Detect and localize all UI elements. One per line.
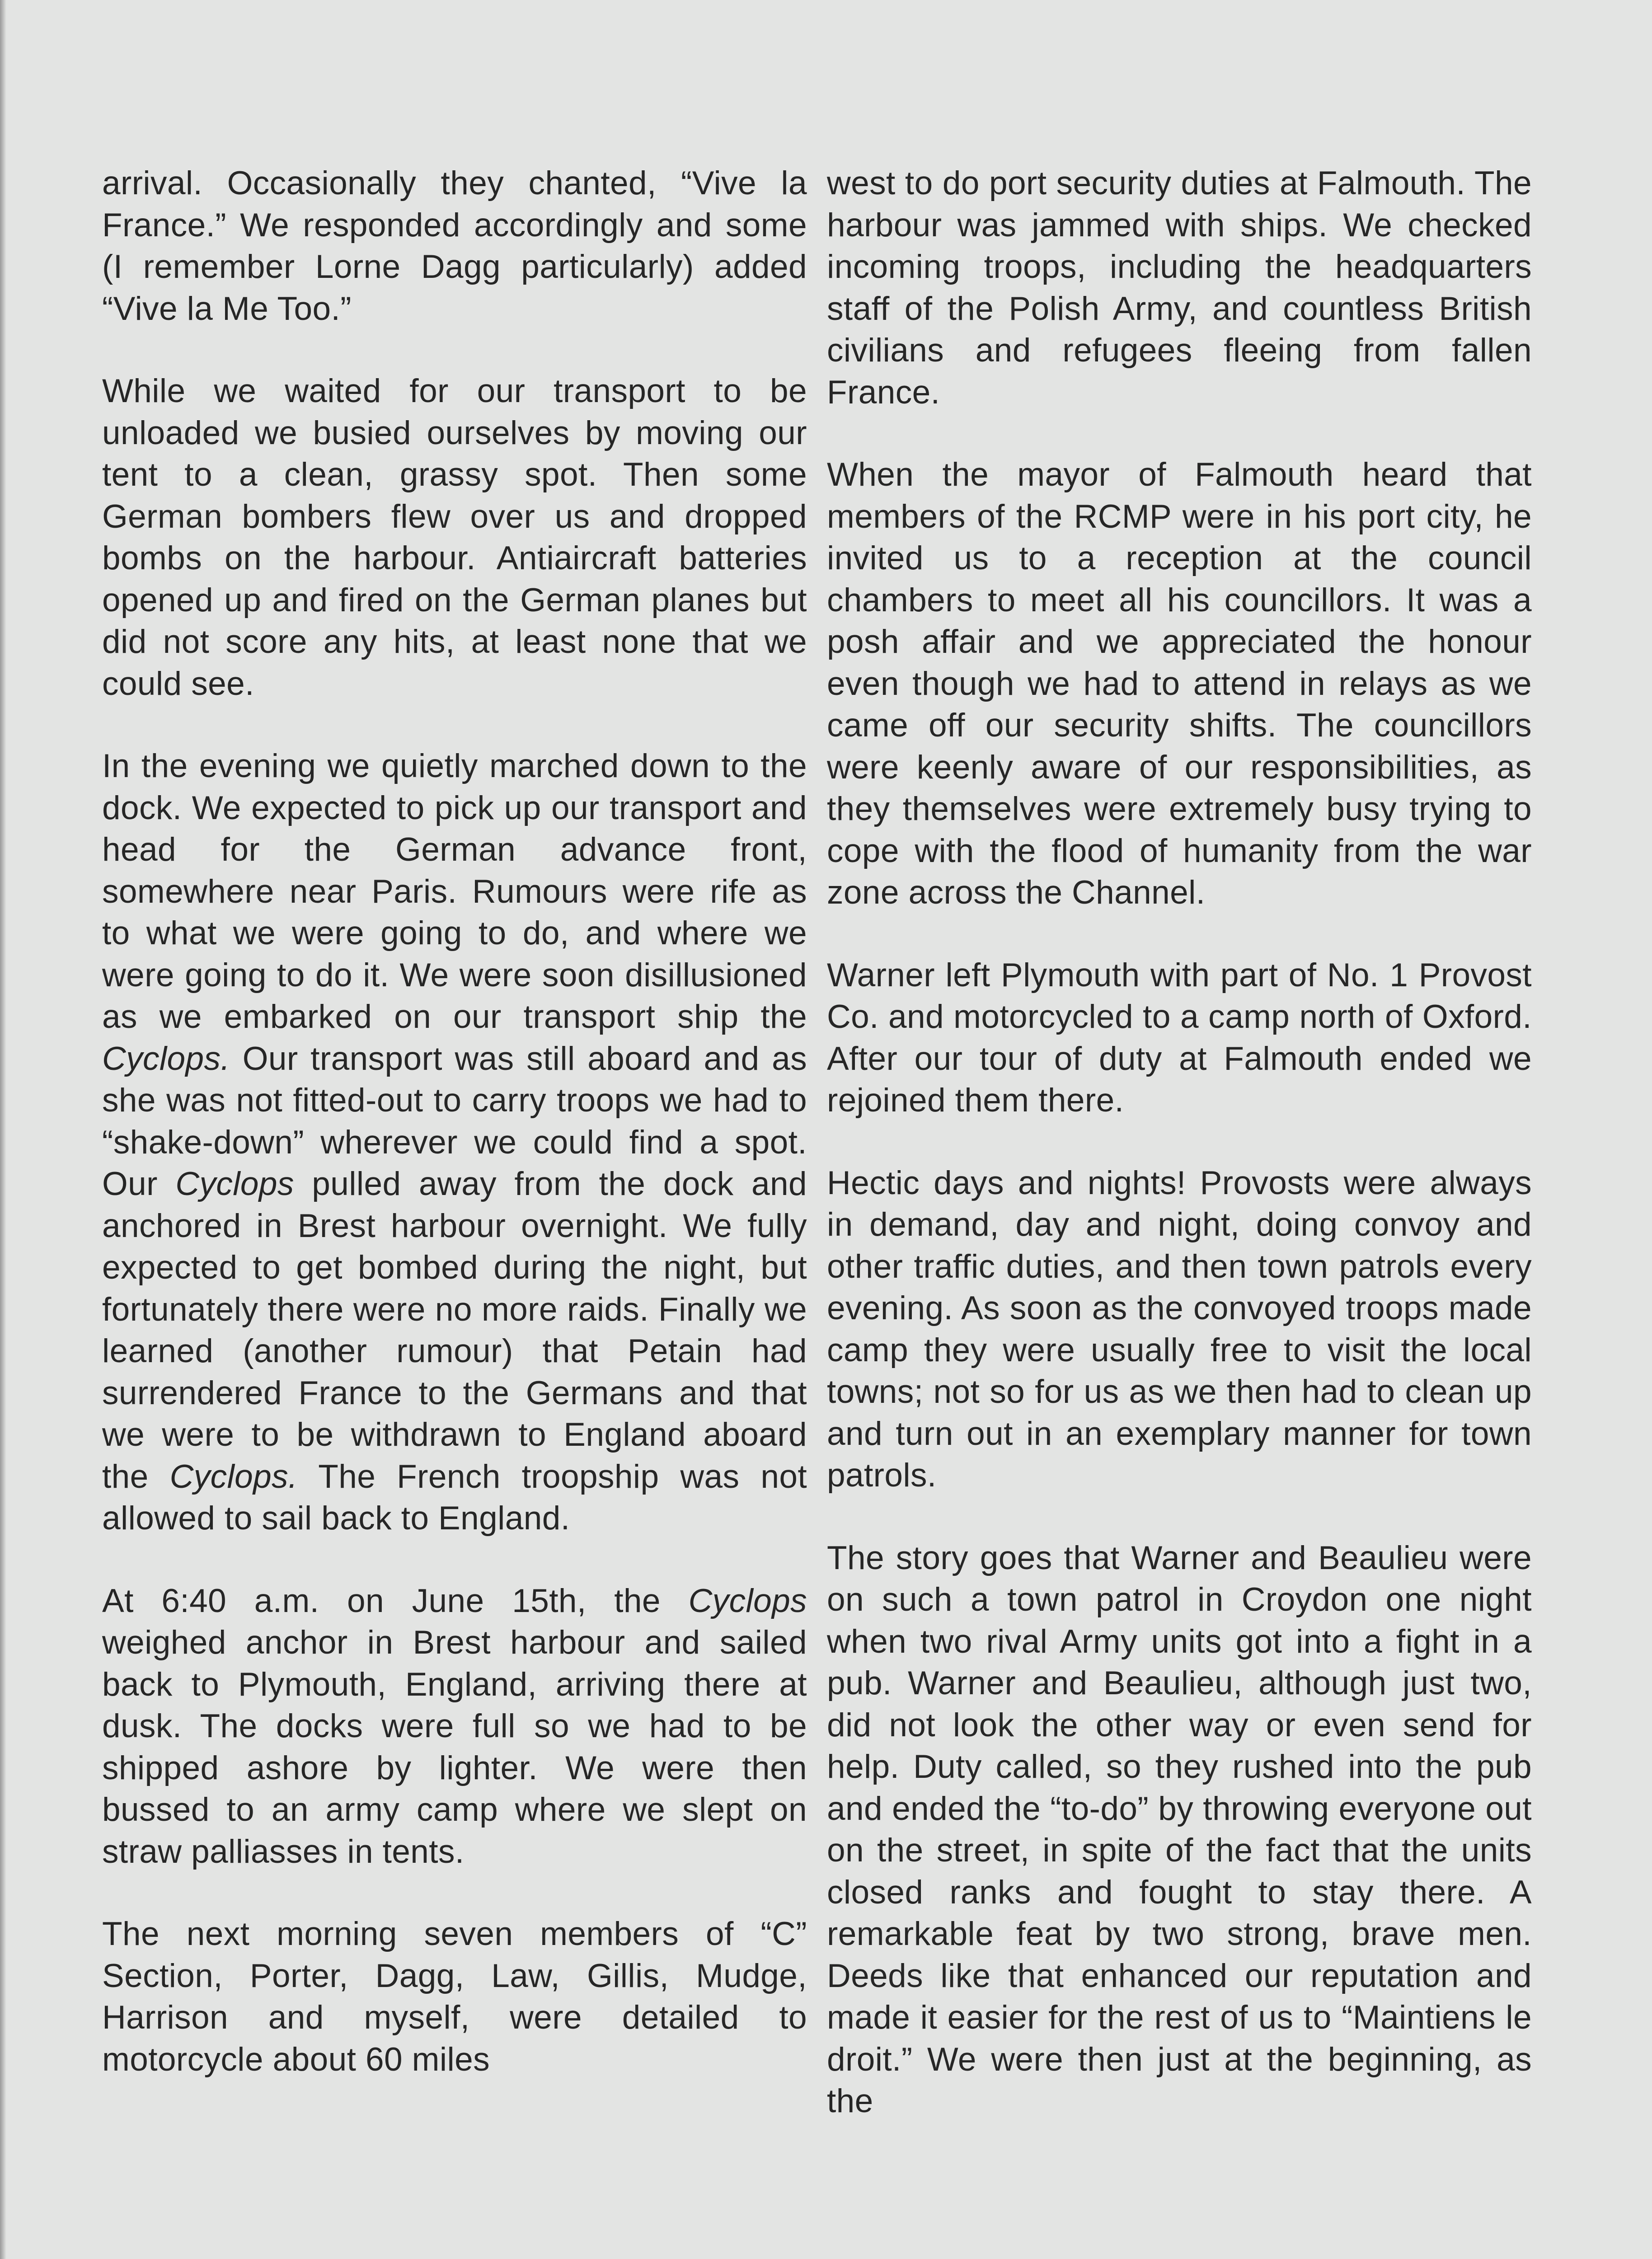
paragraph-text: weighed anchor in Brest harbour and sailed back to Plymouth, England, arriving there at dusk. The docks were full so we had to be shipped ashore by lighter. We were then bussed to an army camp where we slept on straw palliasses in tents.	[102, 1624, 807, 1870]
paragraph	[102, 745, 807, 1540]
paragraph-text: Our transport was still aboard and as she was not fitted-out to carry troops we had to “shake-down” wherever we could find a spot. Our	[102, 1040, 807, 1202]
left-column	[102, 163, 807, 2081]
ship-name-italic: Cyclops.	[102, 1040, 230, 1077]
paragraph: While we waited for our transport to be unloaded we busied ourselves by moving our tent to a clean, grassy spot. Then some German bombers flew over us and dropped bombs on the harbour. Antiaircraft batteries opened up and fired on the German planes but did not score any hits, at least none that we could see.	[102, 373, 807, 702]
paragraph-text: In the evening we quietly marched down to the dock. We expected to pick up our transport and head for the German advance front, somewhere near Paris. Rumours were rife as to what we were going to do, and where we were going to do it. We were soon disillusioned as we embarked on our transport ship the	[102, 748, 807, 1035]
paragraph: The story goes that Warner and Beaulieu were on such a town patrol in Croydon one night when two rival Army units got into a fight in a pub. Warner and Beaulieu, although just two, did not look the other way or even send for help. Duty called, so they rushed into the pub and ended the “to-do” by throwing everyone out on the street, in spite of the fact that the units closed ranks and fought to stay there. A remarkable feat by two strong, brave men. Deeds like that enhanced our reputation and made it easier for the rest of us to “Maintiens le droit.” We were then just at the beginning, as the	[827, 1539, 1532, 2119]
paragraph	[102, 1580, 807, 1873]
paragraph-text: pulled away from the dock and anchored in Brest harbour overnight. We fully expected to get bombed during the night, but fortunately there were no more raids. Finally we learned (another rumour) that Petain had surrendered France to the Germans and that we were to be withdrawn to England aboard the	[102, 1166, 807, 1495]
paragraph: arrival. Occasionally they chanted, “Vive la France.” We responded accordingly and some (I remember Lorne Dagg particularly) added “Vive la Me Too.”	[102, 165, 807, 327]
paragraph-text: At 6:40 a.m. on June 15th, the	[102, 1582, 689, 1619]
paragraph-text: The French troopship was not allowed to sail back to England.	[102, 1458, 807, 1537]
right-column	[827, 163, 1532, 2123]
ship-name-italic: Cyclops	[175, 1166, 294, 1202]
paragraph: Warner left Plymouth with part of No. 1 Provost Co. and motorcycled to a camp north of Oxford. After our tour of duty at Falmouth ended we rejoined them there.	[827, 956, 1532, 1119]
page-edge-shadow	[0, 0, 6, 2259]
paragraph: When the mayor of Falmouth heard that members of the RCMP were in his port city, he invited us to a reception at the council chambers to meet all his councillors. It was a posh affair and we appreciated the honour even though we had to attend in relays as we came off our security shifts. The councillors were keenly aware of our responsibilities, as they themselves were extremely busy trying to cope with the flood of humanity from the war zone across the Channel.	[827, 456, 1532, 911]
ship-name-italic: Cyclops.	[169, 1458, 298, 1495]
paragraph: Hectic days and nights! Provosts were always in demand, day and night, doing convoy and other traffic duties, and then town patrols every evening. As soon as the convoyed troops made camp they were usually free to visit the local towns; not so for us as we then had to clean up and turn out in an exemplary manner for town patrols.	[827, 1164, 1532, 1494]
ship-name-italic: Cyclops	[688, 1582, 807, 1619]
paragraph: west to do port security duties at Falmouth. The harbour was jammed with ships. We checked incoming troops, including the headquarters staff of the Polish Army, and countless British civilians and refugees fleeing from fallen France.	[827, 165, 1532, 411]
paragraph: The next morning seven members of “C” Section, Porter, Dagg, Law, Gillis, Mudge, Harrison and myself, were detailed to motorcycle about 60 miles	[102, 1916, 807, 2078]
